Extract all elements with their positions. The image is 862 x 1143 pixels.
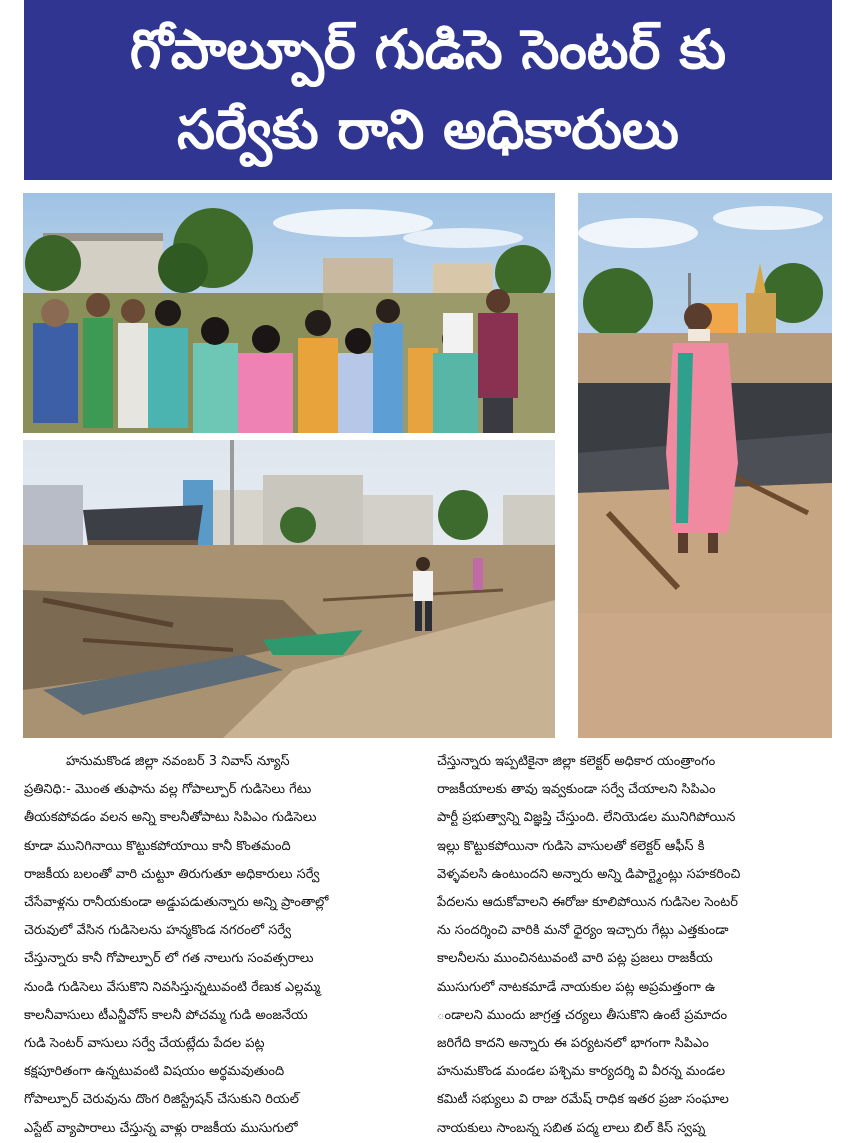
destroyed-huts-photo bbox=[23, 440, 555, 738]
article-line: చేస్తున్నారు ఇప్పటికైనా జిల్లా కలెక్టర్ అధికార యంత్రాంగం bbox=[437, 754, 716, 769]
group-meeting-photo bbox=[23, 193, 555, 433]
article-line: కమిటీ సభ్యులు వి రాజు రమేష్ రాధిక ఇతర ప్రజా సంఘాల bbox=[437, 1092, 729, 1108]
article-line: నాయకులు సాంబన్న సబిత పద్మ లాలు బిల్ కిస్ స్వప్న bbox=[437, 1120, 706, 1136]
article-line: ముసుగులో నాటకమాడే నాయకుల పట్ల అప్రమత్తంగా ఉ bbox=[437, 979, 716, 995]
article-line: వెళ్ళవలసి ఉంటుందని అన్నారు అన్ని డిపార్ట్మెంట్లు సహకరించి bbox=[437, 866, 741, 882]
article-line: గోపాల్పూర్ చెరువును దొంగ రిజిస్ట్రేషన్ చేసుకుని రియల్ bbox=[24, 1092, 299, 1108]
article-left-column bbox=[24, 748, 420, 1143]
article-line: పార్టీ ప్రభుత్వాన్ని విజ్ఞప్తి చేస్తుంది. లేనియెడల మునిగిపోయిన bbox=[437, 810, 736, 826]
article-line: ఇల్లు కొట్టుకపోయినా గుడిసె వాసులతో కలెక్టర్ ఆఫీస్ కి bbox=[437, 838, 705, 854]
article-line: నుండి గుడిసెలు వేసుకొని నివసిస్తున్నటువంటి రేణుక ఎల్లమ్మ bbox=[24, 979, 321, 995]
article-line: చేసేవాళ్లను రానీయకుండా అడ్డుపడుతున్నారు అన్ని ప్రాంతాల్లో bbox=[24, 895, 329, 911]
article-line: గుడి సెంటర్ వాసులు సర్వే చేయట్లేదు పేదల పట్ల bbox=[24, 1036, 265, 1052]
article-line: కక్షపూరితంగా ఉన్నటువంటి విషయం అర్థమవుతుంది bbox=[24, 1064, 285, 1080]
article-line: జరిగేది కాదని అన్నారు ఈ పర్యటనలో భాగంగా సిపిఎం bbox=[437, 1036, 709, 1052]
article-line: రాజకీయాలకు తావు ఇవ్వకుండా సర్వే చేయాలని సిపిఎం bbox=[437, 782, 716, 798]
headline-line-2: సర్వేకు రాని అధికారులు bbox=[177, 98, 679, 161]
woman-standing-photo bbox=[578, 193, 832, 738]
article-line: రాజకీయ బలంతో వారి చుట్టూ తిరుగుతూ అధికారులు సర్వే bbox=[24, 866, 320, 882]
article-line: చెరువులో వేసిన గుడిసెలను హన్మకొండ నగరంలో సర్వే bbox=[24, 923, 292, 939]
headline-banner bbox=[24, 0, 832, 180]
article-line: కూడా మునిగినాయి కొట్టుకపోయాయి కానీ కొంతమంది bbox=[24, 838, 291, 854]
article-line: కాలనీలను ముంచినటువంటి వారి పట్ల ప్రజలు రాజకీయ bbox=[437, 951, 713, 967]
article-line: ఎస్టేట్ వ్యాపారాలు చేస్తున్న వాళ్లు రాజకీయ ముసుగులో bbox=[24, 1120, 298, 1136]
article-line: ండాలని ముందు జాగ్రత్త చర్యలు తీసుకొని ఉంటే ప్రమాదం bbox=[437, 1007, 728, 1023]
headline-line-1: గోపాల్పూర్ గుడిసె సెంటర్ కు bbox=[129, 18, 727, 81]
article-line: చేస్తున్నారు కానీ గోపాల్పూర్ లో గత నాలుగు సంవత్సరాలు bbox=[24, 951, 314, 967]
article-line: పేదలను ఆదుకోవాలని ఈరోజు కూలిపోయిన గుడిసెల సెంటర్ bbox=[437, 895, 738, 911]
article-line: ప్రతినిధి:- మొంత తుఫాను వల్ల గోపాల్పూర్ గుడిసెలు గేటు bbox=[24, 782, 312, 798]
article-line: కాలనీవాసులు టీఎన్జీవోస్ కాలనీ పోచమ్మ గుడి అంజనేయ bbox=[24, 1007, 308, 1023]
article-line: హనుమకొండ మండల పశ్చిమ కార్యదర్శి వి వీరన్న మండల bbox=[437, 1064, 726, 1080]
article-line: హనుమకొండ జిల్లా నవంబర్ 3 నివాస్ న్యూస్ bbox=[66, 754, 290, 769]
article-line: తీయకపోవడం వలన అన్ని కాలనీతోపాటు సిపిఎం గుడిసెలు bbox=[24, 810, 317, 826]
article-right-column bbox=[437, 748, 832, 1143]
article-line: ను సందర్శించి వారికి మనో ధైర్యం ఇచ్చారు గేట్లు ఎత్తకుండా bbox=[437, 923, 729, 939]
